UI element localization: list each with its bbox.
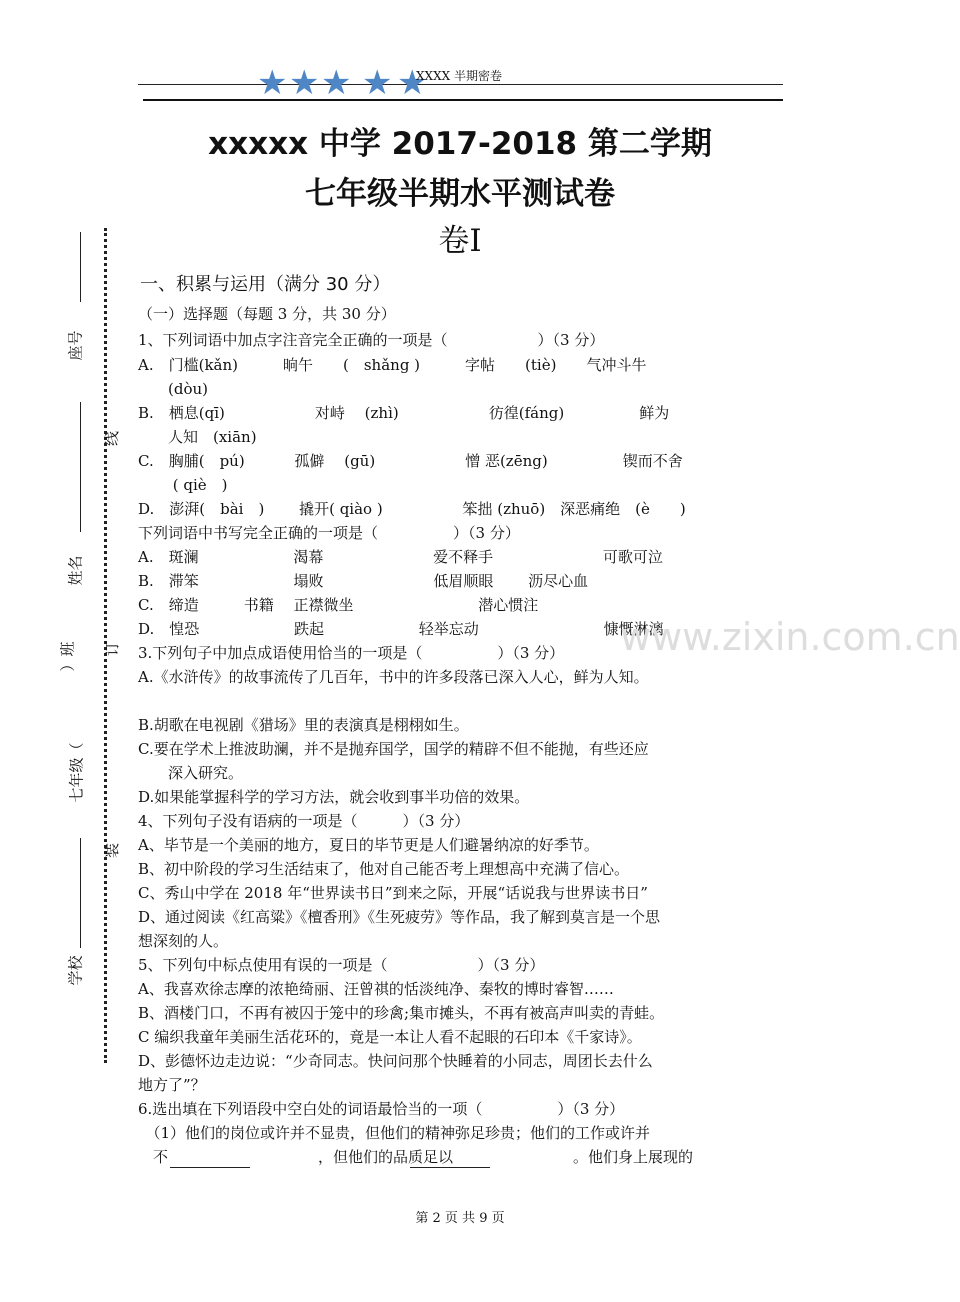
star-icon: ★ [321,63,352,103]
question-line: 5、下列句中标点使用有误的一项是（ ）（3 分） [138,956,545,974]
question-line: B.胡歌在电视剧《猎场》里的表演真是栩栩如生。 [138,716,469,734]
cut-line-label: 线 [103,430,122,447]
question-line: B. 滞笨 塌败 低眉顺眼 沥尽心血 [138,572,589,590]
question-line: C、秀山中学在 2018 年“世界读书日”到来之际，开展“话说我与世界读书日” [138,884,648,902]
question-line: B、酒楼门口，不再有被囚于笼中的珍禽;集市摊头，不再有被高声叫卖的青蛙。 [138,1004,665,1022]
header-label: XXXX 半期密卷 [416,69,502,83]
name-line [80,402,81,532]
question-line: C. 胸脯( pú) 孤僻 (gū) 憎 恶(zēng) 锲而不舍 [138,452,683,470]
school-line [80,838,81,948]
question-line: D. 澎湃( bài ) 撬开( qiào ) 笨拙 (zhuō) 深恶痛绝 (è ) [138,500,686,518]
star-icon: ★ [397,63,428,103]
question-line: （1）他们的岗位或许并不显贵，但他们的精神弥足珍贵；他们的工作或许并 [138,1124,651,1142]
binding-label: 订 [103,640,122,657]
school-label: 学校 [66,955,85,986]
question-line: 地方了”？ [138,1076,206,1094]
header-rule-top [138,84,783,85]
title-school-term: xxxxx 中学 2017-2018 第二学期 [208,126,712,162]
question-line: B、初中阶段的学习生活结束了，他对自己能否考上理想高中充满了信心。 [138,860,630,878]
staple-label: 装 [103,842,122,859]
question-line: 6.选出填在下列语段中空白处的词语最恰当的一项（ ）（3 分） [138,1100,625,1118]
question-line: A. 门槛(kǎn) 晌午 ( shǎng ) 字帖 (tiè) 气冲斗牛 [138,356,647,374]
question-line: A、毕节是一个美丽的地方，夏日的毕节更是人们避暑纳凉的好季节。 [138,836,599,854]
question-line: A、我喜欢徐志摩的浓艳绮丽、汪曾祺的恬淡纯净、秦牧的博时睿智…… [138,980,614,998]
seat-label: 座号 [66,330,85,361]
question-line: 不 ，但他们的品质足以 。他们身上展现的 [138,1148,694,1166]
question-line: 3.下列句子中加点成语使用恰当的一项是（ ）（3 分） [138,644,565,662]
section-heading: 一、积累与运用（满分 30 分） [140,274,391,295]
question-line: D、彭德怀边走边说：“少奇同志。快问问那个快睡着的小同志，周团长去什么 [138,1052,653,1070]
question-line: 想深刻的人。 [138,932,229,950]
watermark: www.zixin.com.cn [620,615,960,659]
grade-label: 七年级（ [67,742,86,803]
name-label: 姓名 [66,555,85,586]
question-line: B. 栖息(qī) 对峙 (zhì) 彷徨(fáng) 鲜为 [138,404,670,422]
title-volume: 卷Ⅰ [438,223,482,259]
question-line: 人知 (xiān) [138,428,257,446]
question-line: （一）选择题（每题 3 分，共 30 分） [138,305,396,323]
header-rule-bottom [143,99,783,101]
question-line: C.要在学术上推波助澜，并不是抛弃国学，国学的精辟不但不能抛，有些还应 [138,740,649,758]
blank-underline [170,1167,250,1168]
question-line: A. 斑澜 渴幕 爱不释手 可歌可泣 [138,548,663,566]
title-exam: 七年级半期水平测试卷 [305,176,615,212]
question-line: C 编织我童年美丽生活花环的，竟是一本让人看不起眼的石印本《千家诗》。 [138,1028,642,1046]
page-footer: 第 2 页 共 9 页 [415,1211,505,1226]
question-line: D、通过阅读《红高粱》《檀香刑》《生死疲劳》等作品，我了解到莫言是一个思 [138,908,661,926]
question-line: D. 惶恐 跌起 轻举忘动 慷慨淋漓 [138,620,664,638]
question-line: 4、下列句子没有语病的一项是（ ）（3 分） [138,812,470,830]
question-line: D.如果能掌握科学的学习方法，就会收到事半功倍的效果。 [138,788,530,806]
question-line: ( qiè ) [138,476,228,494]
star-icon: ★ [289,63,320,103]
question-line: 1、下列词语中加点字注音完全正确的一项是（ ）（3 分） [138,331,605,349]
blank-underline [410,1167,490,1168]
question-line: 深入研究。 [138,764,244,782]
question-line: C. 缔造 书籍 正襟微坐 潜心惯注 [138,596,539,614]
star-icon: ★ [362,63,393,103]
question-line: A.《水浒传》的故事流传了几百年，书中的许多段落已深入人心，鲜为人知。 [138,668,649,686]
class-label: ）班 [58,641,77,672]
seat-line [80,232,81,302]
star-icon: ★ [257,63,288,103]
question-line: (dòu) [138,380,208,398]
question-line: 下列词语中书写完全正确的一项是（ ）（3 分） [138,524,520,542]
